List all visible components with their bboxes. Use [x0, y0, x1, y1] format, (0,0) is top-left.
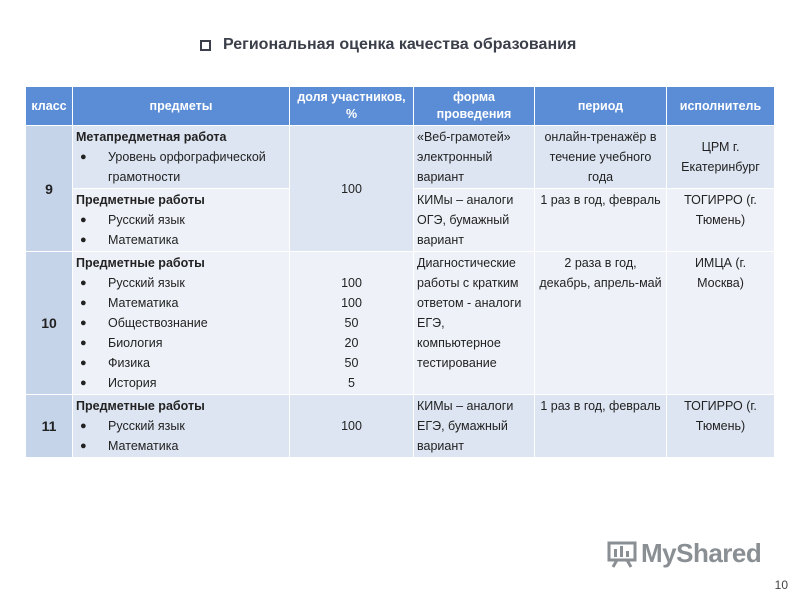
header-subjects: предметы — [73, 87, 290, 126]
assessment-table — [25, 86, 775, 458]
subject-title: Предметные работы — [76, 256, 205, 270]
bullet-icon: ● — [80, 151, 87, 163]
checkbox-bullet-icon — [200, 40, 211, 51]
grade-11: 11 — [26, 395, 73, 458]
share-value: 50 — [344, 316, 359, 330]
subject-list — [76, 416, 286, 456]
bullet-icon: ● — [80, 357, 87, 369]
executor-cell: ТОГИРРО (г. Тюмень) — [667, 395, 775, 458]
share-value: 50 — [344, 356, 359, 370]
subject-title: Метапредметная работа — [76, 130, 227, 144]
executor-cell: ТОГИРРО (г. Тюмень) — [667, 189, 775, 252]
grade-10: 10 — [26, 252, 73, 395]
list-item: ● Обществознание — [76, 313, 286, 333]
table-row — [26, 252, 775, 395]
list-item: ● Русский язык — [76, 273, 286, 293]
bullet-icon: ● — [80, 440, 87, 452]
share-value: 20 — [344, 336, 359, 350]
subject-title: Предметные работы — [76, 399, 205, 413]
header-share: доля участников, % — [290, 87, 414, 126]
subject-title: Предметные работы — [76, 193, 205, 207]
bullet-icon: ● — [80, 277, 87, 289]
form-cell: КИМы – аналоги ОГЭ, бумажный вариант — [414, 189, 535, 252]
share-cell: 100 — [290, 126, 414, 252]
period-cell: 2 раза в год, декабрь, апрель-май — [535, 252, 667, 395]
list-item: ● Русский язык — [76, 416, 286, 436]
myshared-logo — [607, 538, 761, 569]
period-cell: онлайн-тренажёр в течение учебного года — [535, 126, 667, 189]
share-value: 100 — [341, 296, 362, 310]
list-item: ● Математика — [76, 230, 286, 250]
header-executor: исполнитель — [667, 87, 775, 126]
header-period: период — [535, 87, 667, 126]
bullet-icon: ● — [80, 214, 87, 226]
subjects-cell — [73, 126, 290, 189]
list-item: ● Русский язык — [76, 210, 286, 230]
logo-text: MyShared — [641, 538, 762, 568]
bullet-icon: ● — [80, 297, 87, 309]
list-item: ● Уровень орфографической грамотности — [76, 147, 286, 187]
bullet-icon: ● — [80, 234, 87, 246]
bullet-icon: ● — [80, 317, 87, 329]
slide-title — [200, 36, 576, 54]
subjects-cell — [73, 395, 290, 458]
header-class: класс — [26, 87, 73, 126]
subjects-cell — [73, 189, 290, 252]
period-cell: 1 раз в год, февраль — [535, 395, 667, 458]
subject-list — [76, 147, 286, 187]
grade-9: 9 — [26, 126, 73, 252]
form-cell: Диагностические работы с кратким ответом - аналоги ЕГЭ, компьютерное тестирование — [414, 252, 535, 395]
period-cell: 1 раз в год, февраль — [535, 189, 667, 252]
share-cell — [290, 252, 414, 395]
header-form: форма проведения — [414, 87, 535, 126]
share-value: 100 — [341, 276, 362, 290]
list-item: ● Физика — [76, 353, 286, 373]
subjects-cell — [73, 252, 290, 395]
table-row — [26, 395, 775, 458]
executor-cell: ИМЦА (г. Москва) — [667, 252, 775, 395]
list-item: ● Математика — [76, 293, 286, 313]
presentation-board-icon — [607, 540, 637, 568]
bullet-icon: ● — [80, 420, 87, 432]
form-cell: «Веб-грамотей» электронный вариант — [414, 126, 535, 189]
slide-title-text: Региональная оценка качества образования — [223, 36, 577, 53]
bullet-icon: ● — [80, 377, 87, 389]
subject-list — [76, 210, 286, 250]
executor-cell: ЦРМ г. Екатеринбург — [667, 126, 775, 189]
subject-list — [76, 273, 286, 393]
list-item: ● Математика — [76, 436, 286, 456]
page-number: 10 — [774, 578, 788, 592]
table-row — [26, 126, 775, 189]
share-cell: 100 — [290, 395, 414, 458]
form-cell: КИМы – аналоги ЕГЭ, бумажный вариант — [414, 395, 535, 458]
list-item: ● История — [76, 373, 286, 393]
table-header-row — [26, 87, 775, 126]
share-value: 5 — [348, 376, 355, 390]
list-item: ● Биология — [76, 333, 286, 353]
bullet-icon: ● — [80, 337, 87, 349]
